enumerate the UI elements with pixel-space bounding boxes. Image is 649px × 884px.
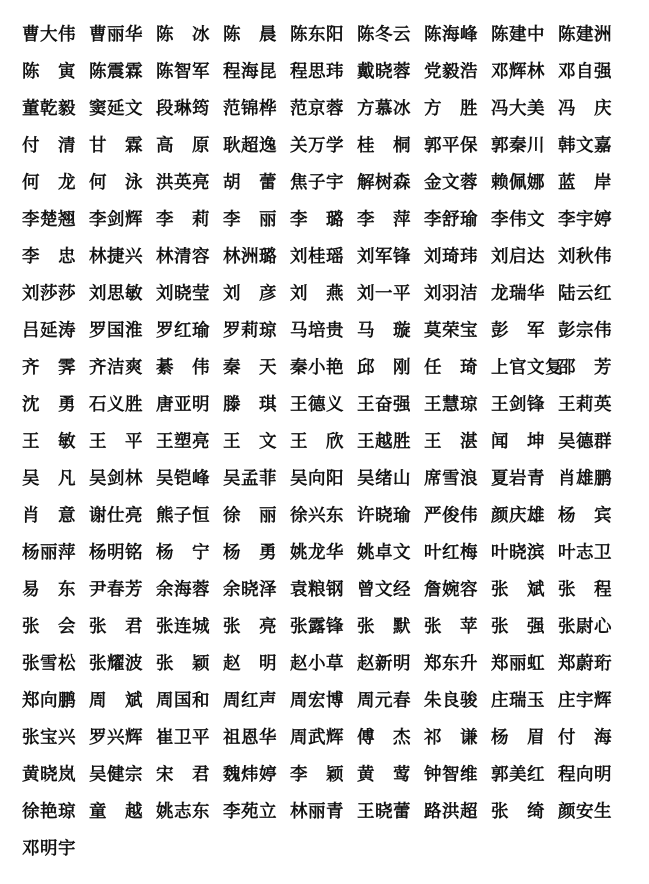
name-entry: 陈东阳 [290,25,344,45]
name-entry: 杨 眉 [491,728,545,748]
name-entry: 秦小艳 [290,358,344,378]
name-entry: 李 忠 [22,247,76,267]
name-entry: 席雪浪 [424,469,478,489]
name-entry: 刘莎莎 [22,284,76,304]
name-entry: 叶志卫 [558,543,612,563]
name-entry: 钟智维 [424,765,478,785]
name-entry: 王莉英 [558,395,612,415]
name-entry: 吴向阳 [290,469,344,489]
name-entry: 林清容 [156,247,210,267]
name-entry: 陈 寅 [22,62,76,82]
name-entry: 肖雄鹏 [558,469,612,489]
name-entry: 陈 晨 [223,25,277,45]
name-entry: 徐 丽 [223,506,277,526]
name-entry: 邱 刚 [357,358,411,378]
name-entry: 解树森 [357,173,411,193]
name-entry: 颜庆雄 [491,506,545,526]
name-entry: 徐兴东 [290,506,344,526]
name-entry: 王剑锋 [491,395,545,415]
name-entry: 上官文复 [491,358,563,378]
name-entry: 庄宇辉 [558,691,612,711]
name-entry: 冯大美 [491,99,545,119]
name-entry: 何 泳 [89,173,143,193]
name-entry: 戴晓蓉 [357,62,411,82]
name-entry: 马 璇 [357,321,411,341]
name-entry: 唐亚明 [156,395,210,415]
name-entry: 罗国淮 [89,321,143,341]
name-entry: 马培贵 [290,321,344,341]
name-entry: 李楚翘 [22,210,76,230]
name-entry: 吴德群 [558,432,612,452]
name-entry: 郭平保 [424,136,478,156]
name-entry: 王越胜 [357,432,411,452]
name-entry: 李舒瑜 [424,210,478,230]
name-entry: 徐艳琼 [22,802,76,822]
name-entry: 张雪松 [22,654,76,674]
name-entry: 傅 杰 [357,728,411,748]
name-entry: 邓辉林 [491,62,545,82]
name-entry: 姚卓文 [357,543,411,563]
name-entry: 秦 天 [223,358,277,378]
name-entry: 程海昆 [223,62,277,82]
name-entry: 尹春芳 [89,580,143,600]
name-list [22,20,634,871]
name-entry: 吕延涛 [22,321,76,341]
name-entry: 王德义 [290,395,344,415]
name-entry: 杨 宁 [156,543,210,563]
name-entry: 莫荣宝 [424,321,478,341]
name-entry: 林洲璐 [223,247,277,267]
name-entry: 程思玮 [290,62,344,82]
name-entry: 王晓蕾 [357,802,411,822]
name-entry: 陆云红 [558,284,612,304]
name-entry: 严俊伟 [424,506,478,526]
name-entry: 张 君 [89,617,143,637]
name-entry: 赵新明 [357,654,411,674]
name-entry: 余海蓉 [156,580,210,600]
name-entry: 杨明铭 [89,543,143,563]
name-entry: 童 越 [89,802,143,822]
name-entry: 高 原 [156,136,210,156]
name-entry: 林捷兴 [89,247,143,267]
name-entry: 易 东 [22,580,76,600]
name-entry: 夏岩青 [491,469,545,489]
name-entry: 周武辉 [290,728,344,748]
name-entry: 崔卫平 [156,728,210,748]
name-entry: 李 莉 [156,210,210,230]
name-entry: 周国和 [156,691,210,711]
name-entry: 曹丽华 [89,25,143,45]
name-entry: 窦延文 [89,99,143,119]
name-entry: 陈海峰 [424,25,478,45]
name-entry: 付 海 [558,728,612,748]
name-entry: 吴绪山 [357,469,411,489]
name-entry: 路洪超 [424,802,478,822]
name-entry: 郑丽虹 [491,654,545,674]
name-entry: 李 璐 [290,210,344,230]
name-entry: 姚龙华 [290,543,344,563]
name-entry: 袁粮钢 [290,580,344,600]
name-entry: 张尉心 [558,617,612,637]
name-entry: 周红声 [223,691,277,711]
name-entry: 郑东升 [424,654,478,674]
name-entry: 王 湛 [424,432,478,452]
name-entry: 郑蔚珩 [558,654,612,674]
name-entry: 郭秦川 [491,136,545,156]
name-entry: 张 默 [357,617,411,637]
name-entry: 吴孟菲 [223,469,277,489]
name-entry: 綦 伟 [156,358,210,378]
name-entry: 刘羽洁 [424,284,478,304]
name-entry: 张 斌 [491,580,545,600]
name-entry: 罗兴辉 [89,728,143,748]
name-entry: 吴铠峰 [156,469,210,489]
name-entry: 刘琦玮 [424,247,478,267]
name-entry: 胡 蕾 [223,173,277,193]
name-entry: 刘 燕 [290,284,344,304]
name-entry: 黄 莺 [357,765,411,785]
name-entry: 洪英亮 [156,173,210,193]
name-entry: 吴剑林 [89,469,143,489]
name-entry: 余晓泽 [223,580,277,600]
name-entry: 齐洁爽 [89,358,143,378]
name-entry: 陈智军 [156,62,210,82]
name-entry: 张 强 [491,617,545,637]
name-entry: 方慕冰 [357,99,411,119]
name-entry: 周宏博 [290,691,344,711]
name-entry: 刘思敏 [89,284,143,304]
name-entry: 彭宗伟 [558,321,612,341]
name-entry: 刘军锋 [357,247,411,267]
name-entry: 陈冬云 [357,25,411,45]
name-entry: 朱良骏 [424,691,478,711]
name-entry: 邓明宇 [22,839,76,859]
name-entry: 范锦桦 [223,99,277,119]
name-entry: 沈 勇 [22,395,76,415]
name-entry: 张耀波 [89,654,143,674]
name-entry: 曾文经 [357,580,411,600]
name-entry: 付 清 [22,136,76,156]
name-entry: 董乾毅 [22,99,76,119]
name-entry: 王慧琼 [424,395,478,415]
name-entry: 桂 桐 [357,136,411,156]
name-entry: 李 颖 [290,765,344,785]
name-entry: 王 文 [223,432,277,452]
name-entry: 齐 霁 [22,358,76,378]
name-entry: 张 苹 [424,617,478,637]
name-entry: 段琳筠 [156,99,210,119]
name-entry: 陈建中 [491,25,545,45]
name-entry: 冯 庆 [558,99,612,119]
name-entry: 滕 琪 [223,395,277,415]
name-entry: 赵小草 [290,654,344,674]
name-entry: 李伟文 [491,210,545,230]
name-entry: 杨 勇 [223,543,277,563]
name-entry: 叶红梅 [424,543,478,563]
name-entry: 周元春 [357,691,411,711]
name-entry: 庄瑞玉 [491,691,545,711]
name-entry: 杨 宾 [558,506,612,526]
name-entry: 李宇婷 [558,210,612,230]
name-entry: 张 颖 [156,654,210,674]
name-entry: 关万学 [290,136,344,156]
name-entry: 林丽青 [290,802,344,822]
name-entry: 杨丽萍 [22,543,76,563]
name-entry: 王 欣 [290,432,344,452]
name-entry: 任 琦 [424,358,478,378]
name-entry: 邵 芳 [558,358,612,378]
name-entry: 魏炜婷 [223,765,277,785]
name-entry: 曹大伟 [22,25,76,45]
name-entry: 赖佩娜 [491,173,545,193]
name-entry: 许晓瑜 [357,506,411,526]
name-entry: 王奋强 [357,395,411,415]
name-entry: 熊子恒 [156,506,210,526]
name-entry: 郑向鹏 [22,691,76,711]
name-entry: 罗红瑜 [156,321,210,341]
name-entry: 罗莉琼 [223,321,277,341]
name-entry: 李苑立 [223,802,277,822]
name-entry: 张宝兴 [22,728,76,748]
name-entry: 闻 坤 [491,432,545,452]
name-entry: 金文蓉 [424,173,478,193]
name-entry: 王 平 [89,432,143,452]
name-entry: 范京蓉 [290,99,344,119]
name-entry: 王塑亮 [156,432,210,452]
name-entry: 祖恩华 [223,728,277,748]
name-entry: 吴健宗 [89,765,143,785]
name-entry: 肖 意 [22,506,76,526]
name-entry: 周 斌 [89,691,143,711]
name-entry: 李 萍 [357,210,411,230]
name-entry: 陈震霖 [89,62,143,82]
name-entry: 赵 明 [223,654,277,674]
name-entry: 詹婉容 [424,580,478,600]
name-entry: 石义胜 [89,395,143,415]
name-entry: 龙瑞华 [491,284,545,304]
name-entry: 刘秋伟 [558,247,612,267]
name-entry: 耿超逸 [223,136,277,156]
name-entry: 宋 君 [156,765,210,785]
name-entry: 刘启达 [491,247,545,267]
name-entry: 张 绮 [491,802,545,822]
name-entry: 祁 谦 [424,728,478,748]
name-entry: 黄晓岚 [22,765,76,785]
name-entry: 蓝 岸 [558,173,612,193]
name-entry: 张 亮 [223,617,277,637]
name-entry: 刘 彦 [223,284,277,304]
name-entry: 李 丽 [223,210,277,230]
name-entry: 郭美红 [491,765,545,785]
name-entry: 张连城 [156,617,210,637]
name-entry: 姚志东 [156,802,210,822]
name-entry: 甘 霖 [89,136,143,156]
name-entry: 陈建洲 [558,25,612,45]
name-entry: 谢仕亮 [89,506,143,526]
name-entry: 彭 军 [491,321,545,341]
name-entry: 刘桂瑶 [290,247,344,267]
name-entry: 李剑辉 [89,210,143,230]
name-entry: 党毅浩 [424,62,478,82]
name-entry: 刘晓莹 [156,284,210,304]
name-entry: 张 会 [22,617,76,637]
name-entry: 陈 冰 [156,25,210,45]
name-entry: 方 胜 [424,99,478,119]
name-entry: 焦子宇 [290,173,344,193]
name-entry: 何 龙 [22,173,76,193]
name-entry: 程向明 [558,765,612,785]
name-entry: 张露锋 [290,617,344,637]
name-entry: 吴 凡 [22,469,76,489]
name-entry: 叶晓滨 [491,543,545,563]
name-entry: 韩文嘉 [558,136,612,156]
name-entry: 颜安生 [558,802,612,822]
name-entry: 王 敏 [22,432,76,452]
name-entry: 张 程 [558,580,612,600]
name-entry: 刘一平 [357,284,411,304]
name-entry: 邓自强 [558,62,612,82]
